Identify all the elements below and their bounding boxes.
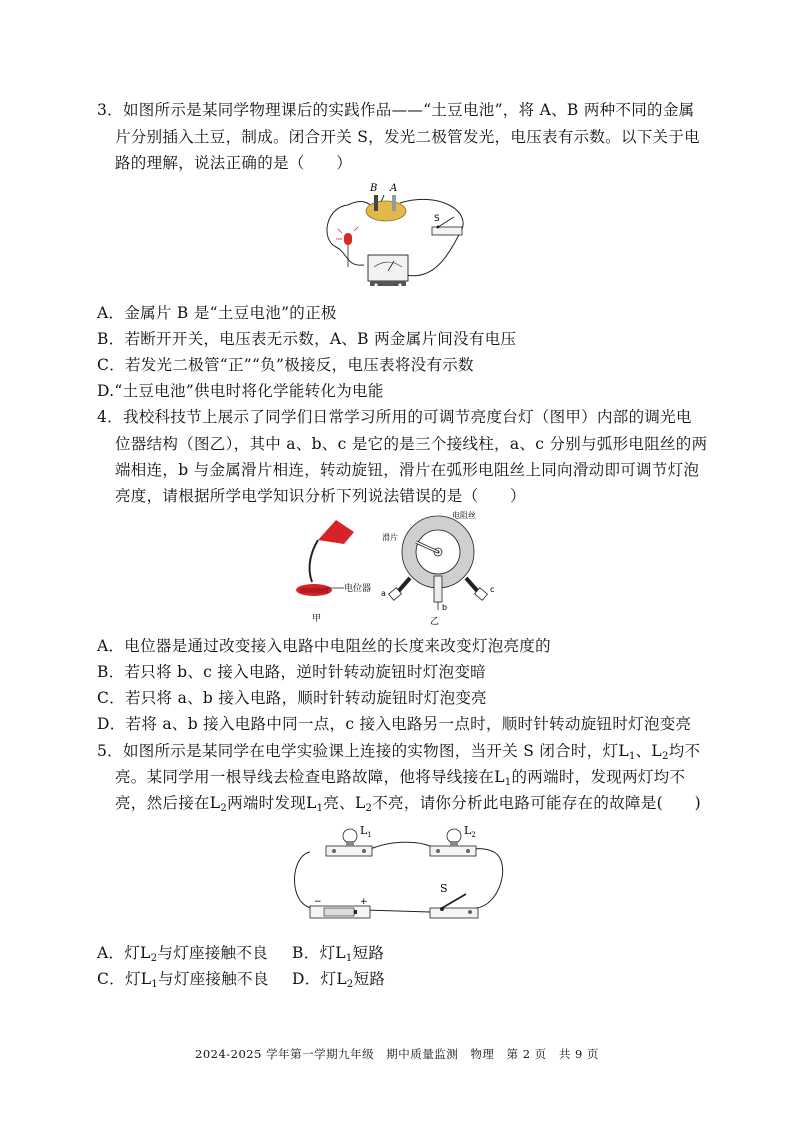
potato-battery-figure bbox=[318, 181, 478, 293]
battery-icon bbox=[310, 906, 370, 918]
q5-line-3 bbox=[115, 793, 701, 813]
q3-option-a: A．金属片 B 是“土豆电池”的正极 bbox=[97, 304, 337, 322]
footer-total: 共 9 页 bbox=[558, 1047, 599, 1061]
q3-option-c: C．若发光二极管“正”“负”极接反，电压表将没有示数 bbox=[97, 356, 474, 374]
q5-line-1-text-c: 均不 bbox=[668, 742, 701, 760]
q5-option-b bbox=[292, 943, 384, 963]
footer-subject: 物理 bbox=[470, 1047, 495, 1061]
q5-line-3-sub-1: 2 bbox=[220, 803, 228, 814]
q5-line-2 bbox=[115, 767, 685, 787]
fig-jia-label: 甲 bbox=[312, 614, 322, 624]
slider-label: 滑片 bbox=[382, 533, 398, 542]
q5-line-1-sub-2: 2 bbox=[662, 751, 669, 762]
q4-option-b: B．若只将 b、c 接入电路，逆时针转动旋钮时灯泡变暗 bbox=[97, 663, 486, 681]
potentiometer-label: 电位器 bbox=[344, 584, 372, 594]
led-icon bbox=[336, 227, 358, 267]
q5-option-b-pre: B．灯L bbox=[292, 944, 346, 962]
footer-exam: 期中质量监测 bbox=[386, 1047, 459, 1061]
q5-option-c-sub: 1 bbox=[151, 979, 159, 990]
metal-plate-a bbox=[392, 195, 396, 211]
lamp-l1-label: $L_1$ bbox=[360, 824, 372, 839]
q5-option-a bbox=[97, 943, 268, 963]
q5-option-b-sub: 1 bbox=[345, 953, 353, 964]
metal-plate-b bbox=[374, 195, 378, 211]
q5-line-3-sub-3: 2 bbox=[365, 803, 373, 814]
q5-option-a-sub: 2 bbox=[150, 953, 158, 964]
voltmeter-icon bbox=[368, 255, 408, 287]
q5-option-d-post: 短路 bbox=[353, 970, 386, 988]
label-a: A bbox=[390, 183, 398, 194]
q3-option-b: B．若断开开关，电压表无示数，A、B 两金属片间没有电压 bbox=[97, 330, 517, 348]
footer-page: 第 2 页 bbox=[506, 1047, 547, 1061]
q5-option-c-pre: C．灯L bbox=[97, 970, 152, 988]
q4-option-c: C．若只将 a、b 接入电路，顺时针转动旋钮时灯泡变亮 bbox=[97, 689, 487, 707]
q4-line-4: 亮度，请根据所学电学知识分析下列说法错误的是（ ） bbox=[115, 487, 526, 505]
switch-icon bbox=[432, 214, 462, 235]
q5-line-1 bbox=[97, 741, 700, 761]
q5-line-1-sub-1: 1 bbox=[628, 751, 636, 762]
terminal-c-label: c bbox=[490, 585, 495, 594]
battery-plus-label: + bbox=[360, 897, 368, 907]
terminal-a-label: a bbox=[381, 589, 386, 598]
q5-line-3-text-d: 不亮，请你分析此电路可能存在的故障是( ) bbox=[372, 794, 701, 812]
q3-line-2: 片分别插入土豆，制成。闭合开关 S，发光二极管发光，电压表有示数。以下关于电 bbox=[115, 128, 700, 146]
resistance-wire-label: 电阻丝 bbox=[452, 511, 476, 520]
q5-option-a-post: 与灯座接触不良 bbox=[157, 944, 268, 962]
q5-option-c-post: 与灯座接触不良 bbox=[158, 970, 269, 988]
q5-line-2-text-a: 亮。某同学用一根导线去检查电路故障，他将导线接在L bbox=[115, 768, 505, 786]
q4-line-2: 位器结构（图乙），其中 a、b、c 是它的是三个接线柱，a、c 分别与弧形电阻丝的两 bbox=[115, 435, 708, 453]
switch-s-icon bbox=[430, 894, 478, 918]
q5-option-d-sub: 2 bbox=[346, 979, 354, 990]
q4-line-3: 端相连，b 与金属滑片相连，转动旋钮，滑片在弧形电阻丝上同向滑动即可调节灯泡 bbox=[115, 461, 700, 479]
q3-line-3: 路的理解，说法正确的是（ ） bbox=[115, 154, 353, 172]
label-b: B bbox=[370, 183, 378, 194]
q4-option-d: D．若将 a、b 接入电路中同一点，c 接入电路另一点时，顺时针转动旋钮时灯泡变亮 bbox=[97, 715, 692, 733]
q4-option-a: A．电位器是通过改变接入电路中电阻丝的长度来改变灯泡亮度的 bbox=[97, 637, 551, 655]
q5-line-3-text-a: 亮，然后接在L bbox=[115, 794, 221, 812]
q5-option-c bbox=[97, 969, 269, 989]
q5-line-2-sub: 1 bbox=[504, 777, 512, 788]
potato-shape bbox=[366, 201, 406, 221]
page-footer bbox=[0, 1046, 794, 1062]
q3-option-d: D.“土豆电池”供电时将化学能转化为电能 bbox=[97, 382, 384, 400]
lamp-l2-label: $L_2$ bbox=[464, 824, 476, 839]
q5-line-3-text-c: 亮、L bbox=[323, 794, 366, 812]
switch-s-label: S bbox=[440, 882, 448, 895]
potentiometer-diagram bbox=[389, 516, 488, 610]
q5-line-1-text-a: 5．如图所示是某同学在电学实验课上连接的实物图，当开关 S 闭合时，灯L bbox=[97, 742, 629, 760]
dimmer-lamp-figure bbox=[292, 510, 502, 628]
q5-line-3-text-b: 两端时发现L bbox=[227, 794, 317, 812]
footer-term: 2024-2025 学年第一学期九年级 bbox=[195, 1047, 375, 1061]
q4-line-1: 4．我校科技节上展示了同学们日常学习所用的可调节亮度台灯（图甲）内部的调光电 bbox=[97, 408, 692, 426]
q5-line-1-text-b: 、L bbox=[635, 742, 663, 760]
q5-line-3-sub-2: 1 bbox=[316, 803, 324, 814]
q3-line-1: 3．如图所示是某同学物理课后的实践作品——“土豆电池”，将 A、B 两种不同的金属 bbox=[97, 101, 695, 119]
terminal-b-label: b bbox=[442, 603, 448, 612]
fig-yi-label: 乙 bbox=[430, 617, 440, 627]
label-s: S bbox=[434, 214, 440, 224]
q5-option-a-pre: A．灯L bbox=[97, 944, 151, 962]
q5-line-2-text-b: 的两端时，发现两灯均不 bbox=[511, 768, 686, 786]
series-circuit-figure bbox=[290, 822, 516, 926]
q5-option-d bbox=[292, 969, 385, 989]
q5-option-d-pre: D．灯L bbox=[292, 970, 347, 988]
q5-option-b-post: 短路 bbox=[352, 944, 385, 962]
battery-minus-label: − bbox=[314, 897, 322, 907]
